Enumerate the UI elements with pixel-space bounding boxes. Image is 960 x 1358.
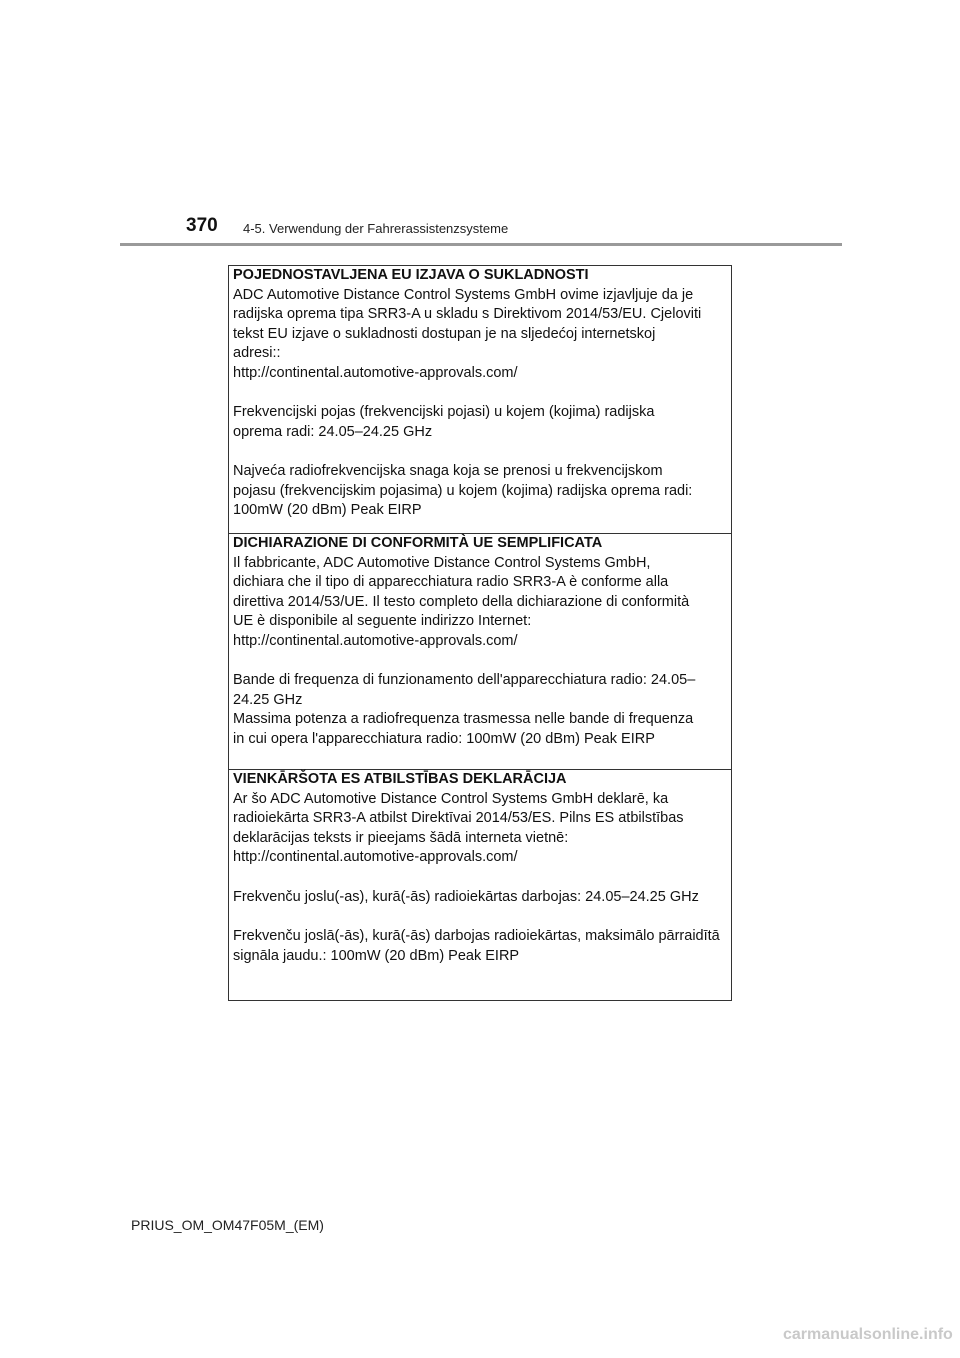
declaration-power: Najveća radiofrekvencijska snaga koja se prenosi u frekvencijskom pojasu (frekvencijskim pojasima) u kojem (kojima) radijska oprema radi: 100mW (20 dBm) Peak EIRP bbox=[233, 463, 693, 518]
declaration-power: Massima potenza a radiofrequenza trasmessa nelle bande di frequenza in cui opera l'apparecchiatura radio: 100mW (20 dBm) Peak EIRP bbox=[233, 711, 694, 747]
declaration-italian bbox=[229, 534, 731, 770]
declaration-heading: DICHIARAZIONE DI CONFORMITÀ UE SEMPLIFICATA bbox=[233, 535, 603, 551]
declaration-power: Frekvenču joslā(-ās), kurā(-ās) darbojas radioiekārtas, maksimālo pārraidītā signāla jaudu.: 100mW (20 dBm) Peak EIRP bbox=[233, 928, 720, 964]
declaration-croatian bbox=[229, 266, 731, 534]
section-title: 4-5. Verwendung der Fahrerassistenzsysteme bbox=[243, 221, 509, 236]
declaration-body: Ar šo ADC Automotive Distance Control Systems GmbH deklarē, ka radioiekārta SRR3-A atbilst Direktīvai 2014/53/ES. Pilns ES atbilstības deklarācijas teksts ir pieejams šādā interneta vietnē: http://continental.automotive-approvals.com/ bbox=[233, 790, 684, 865]
declaration-frequency: Frekvencijski pojas (frekvencijski pojasi) u kojem (kojima) radijska oprema radi: 24.05–24.25 GHz bbox=[233, 404, 655, 440]
page-number: 370 bbox=[186, 215, 218, 236]
declaration-body: Il fabbricante, ADC Automotive Distance Control Systems GmbH, dichiara che il tipo di apparecchiatura radio SRR3-A è conforme alla direttiva 2014/53/UE. Il testo completo della dichiarazione di conformità UE è disponibile al seguente indirizzo Internet: http://continental.automotive-approvals.com/ bbox=[233, 554, 690, 649]
manual-code: PRIUS_OM_OM47F05M_(EM) bbox=[131, 1217, 324, 1233]
watermark: carmanualsonline.info bbox=[783, 1326, 953, 1343]
declaration-heading: VIENKĀRŠOTA ES ATBILSTĪBAS DEKLARĀCIJA bbox=[233, 771, 567, 787]
header-rule bbox=[120, 243, 842, 246]
declaration-latvian bbox=[229, 770, 731, 1002]
declaration-frequency: Frekvenču joslu(-as), kurā(-ās) radioiekārtas darbojas: 24.05–24.25 GHz bbox=[233, 888, 699, 905]
declaration-box bbox=[228, 265, 732, 1001]
declaration-frequency: Bande di frequenza di funzionamento dell'apparecchiatura radio: 24.05– 24.25 GHz bbox=[233, 672, 696, 708]
declaration-body: ADC Automotive Distance Control Systems GmbH ovime izjavljuje da je radijska oprema tipa SRR3-A u skladu s Direktivom 2014/53/EU. Cjeloviti tekst EU izjave o sukladnosti dostupan je na sljedećoj internetskoj adresi:: http://continental.automotive-approvals.com/ bbox=[233, 286, 702, 381]
declaration-heading: POJEDNOSTAVLJENA EU IZJAVA O SUKLADNOSTI bbox=[233, 267, 589, 283]
